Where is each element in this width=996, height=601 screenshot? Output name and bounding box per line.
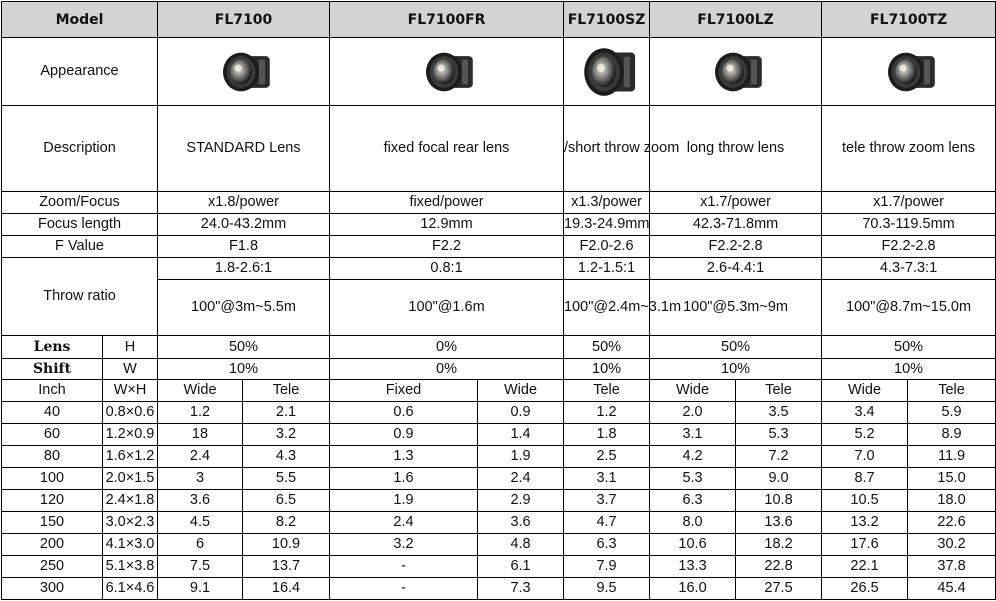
zoom-focus-fl: x1.8/power [158, 192, 330, 214]
cell-inch: 40 [2, 402, 103, 424]
cell-tz-wide: 26.5 [822, 578, 908, 600]
throw-ratio-sz: 1.2-1.5:1 [564, 258, 650, 280]
table-row [2, 236, 996, 258]
cell-inch: 150 [2, 512, 103, 534]
table-row [2, 490, 996, 512]
cell-fr: 0.6 [330, 402, 478, 424]
lens-shift-w-fl: 10% [158, 359, 330, 380]
cell-inch: 100 [2, 468, 103, 490]
cell-tz-tele: 5.9 [908, 402, 996, 424]
lens-short-throw-icon [564, 45, 649, 99]
cell-tz-tele: 30.2 [908, 534, 996, 556]
cell-wxh: 4.1×3.0 [103, 534, 158, 556]
table-row [2, 258, 996, 280]
appearance-sz [564, 38, 650, 106]
cell-sz-wide: 0.9 [478, 402, 564, 424]
cell-wxh: 6.1×4.6 [103, 578, 158, 600]
zoom-focus-fr: fixed/power [330, 192, 564, 214]
focus-length-label: Focus length [2, 214, 158, 236]
cell-lz-tele: 27.5 [736, 578, 822, 600]
focus-length-sz: 19.3-24.9mm [564, 214, 650, 236]
cell-tz-wide: 10.5 [822, 490, 908, 512]
cell-fl-wide: 2.4 [158, 446, 243, 468]
cell-lz-tele: 18.2 [736, 534, 822, 556]
zoom-focus-lz: x1.7/power [650, 192, 822, 214]
fl-wide-header: Wide [158, 380, 243, 402]
table-row [2, 2, 996, 38]
cell-lz-wide: 16.0 [650, 578, 736, 600]
tz-wide-header: Wide [822, 380, 908, 402]
throw-ratio-tz: 4.3-7.3:1 [822, 258, 996, 280]
cell-fr: 0.9 [330, 424, 478, 446]
cell-tz-tele: 11.9 [908, 446, 996, 468]
cell-lz-wide: 2.0 [650, 402, 736, 424]
model-header-fr: FL7100FR [330, 2, 564, 38]
focus-length-lz: 42.3-71.8mm [650, 214, 822, 236]
cell-sz-wide: 3.6 [478, 512, 564, 534]
cell-fr: 1.6 [330, 468, 478, 490]
cell-fl-tele: 8.2 [243, 512, 330, 534]
table-row [2, 468, 996, 490]
throw-ratio-fr: 0.8:1 [330, 258, 564, 280]
cell-wxh: 2.0×1.5 [103, 468, 158, 490]
table-row [2, 214, 996, 236]
model-header-lz: FL7100LZ [650, 2, 822, 38]
throw-distance-lz: 100"@5.3m~9m [650, 280, 822, 336]
cell-lz-wide: 4.2 [650, 446, 736, 468]
lens-shift-w-label: W [103, 359, 158, 380]
lens-shift-h-label: H [103, 336, 158, 359]
cell-sz-wide: 1.9 [478, 446, 564, 468]
description-tz: tele throw zoom lens [822, 106, 996, 192]
lens-shift-w-lz: 10% [650, 359, 822, 380]
lens-shift-h-tz: 50% [822, 336, 996, 359]
cell-fl-tele: 10.9 [243, 534, 330, 556]
focus-length-tz: 70.3-119.5mm [822, 214, 996, 236]
throw-ratio-label: Throw ratio [2, 258, 158, 336]
cell-fl-wide: 6 [158, 534, 243, 556]
cell-inch: 60 [2, 424, 103, 446]
lz-tele-header: Tele [736, 380, 822, 402]
lens-shift-w-fr: 0% [330, 359, 564, 380]
zoom-focus-tz: x1.7/power [822, 192, 996, 214]
cell-lz-tele: 7.2 [736, 446, 822, 468]
table-row [2, 380, 996, 402]
cell-sz-wide: 6.1 [478, 556, 564, 578]
cell-fl-wide: 3 [158, 468, 243, 490]
f-value-lz: F2.2-2.8 [650, 236, 822, 258]
appearance-tz [822, 38, 996, 106]
cell-tz-wide: 17.6 [822, 534, 908, 556]
cell-tz-tele: 22.6 [908, 512, 996, 534]
cell-wxh: 2.4×1.8 [103, 490, 158, 512]
cell-lz-wide: 8.0 [650, 512, 736, 534]
cell-sz-tele: 6.3 [564, 534, 650, 556]
description-lz: long throw lens [650, 106, 822, 192]
cell-lz-tele: 9.0 [736, 468, 822, 490]
throw-ratio-fl: 1.8-2.6:1 [158, 258, 330, 280]
cell-inch: 120 [2, 490, 103, 512]
description-label: Description [2, 106, 158, 192]
wxh-header: W×H [103, 380, 158, 402]
cell-tz-tele: 18.0 [908, 490, 996, 512]
cell-fl-tele: 5.5 [243, 468, 330, 490]
throw-distance-sz: 100"@2.4m~3.1m [564, 280, 650, 336]
f-value-label: F Value [2, 236, 158, 258]
zoom-focus-sz: x1.3/power [564, 192, 650, 214]
cell-fl-tele: 3.2 [243, 424, 330, 446]
lz-wide-header: Wide [650, 380, 736, 402]
inch-header: Inch [2, 380, 103, 402]
lens-standard-icon [158, 50, 329, 94]
cell-fr: - [330, 556, 478, 578]
lens-shift-h-sz: 50% [564, 336, 650, 359]
focus-length-fr: 12.9mm [330, 214, 564, 236]
table-row [2, 402, 996, 424]
table-row [2, 512, 996, 534]
cell-sz-wide: 2.4 [478, 468, 564, 490]
fr-fixed-header: Fixed [330, 380, 478, 402]
cell-tz-wide: 7.0 [822, 446, 908, 468]
lens-shift-h-fl: 50% [158, 336, 330, 359]
cell-lz-tele: 5.3 [736, 424, 822, 446]
cell-inch: 300 [2, 578, 103, 600]
cell-tz-wide: 13.2 [822, 512, 908, 534]
table-row [2, 534, 996, 556]
cell-fr: 1.9 [330, 490, 478, 512]
cell-fl-wide: 3.6 [158, 490, 243, 512]
throw-distance-tz: 100"@8.7m~15.0m [822, 280, 996, 336]
throw-ratio-lz: 2.6-4.4:1 [650, 258, 822, 280]
cell-fl-tele: 16.4 [243, 578, 330, 600]
cell-fr: 3.2 [330, 534, 478, 556]
cell-sz-tele: 7.9 [564, 556, 650, 578]
f-value-sz: F2.0-2.6 [564, 236, 650, 258]
cell-tz-wide: 3.4 [822, 402, 908, 424]
lens-long-throw-icon [650, 50, 821, 94]
cell-inch: 80 [2, 446, 103, 468]
cell-tz-tele: 8.9 [908, 424, 996, 446]
lens-spec-table [1, 1, 996, 600]
cell-fl-wide: 7.5 [158, 556, 243, 578]
table-row [2, 336, 996, 359]
table-row [2, 359, 996, 380]
appearance-label: Appearance [2, 38, 158, 106]
sz-tele-header: Tele [564, 380, 650, 402]
throw-distance-fl: 100"@3m~5.5m [158, 280, 330, 336]
cell-sz-tele: 1.2 [564, 402, 650, 424]
cell-fr: 2.4 [330, 512, 478, 534]
cell-sz-wide: 7.3 [478, 578, 564, 600]
description-sz: /short throw zoom [564, 106, 650, 192]
cell-tz-wide: 22.1 [822, 556, 908, 578]
cell-lz-wide: 10.6 [650, 534, 736, 556]
cell-lz-tele: 22.8 [736, 556, 822, 578]
tz-tele-header: Tele [908, 380, 996, 402]
cell-fl-wide: 4.5 [158, 512, 243, 534]
cell-fl-wide: 1.2 [158, 402, 243, 424]
lens-shift-h-fr: 0% [330, 336, 564, 359]
cell-fl-tele: 4.3 [243, 446, 330, 468]
cell-wxh: 5.1×3.8 [103, 556, 158, 578]
lens-shift-label-bottom: Shift [2, 359, 103, 380]
throw-distance-fr: 100"@1.6m [330, 280, 564, 336]
cell-fl-tele: 2.1 [243, 402, 330, 424]
cell-lz-tele: 10.8 [736, 490, 822, 512]
table-row [2, 424, 996, 446]
sz-wide-header: Wide [478, 380, 564, 402]
cell-fr: 1.3 [330, 446, 478, 468]
model-header-tz: FL7100TZ [822, 2, 996, 38]
cell-wxh: 3.0×2.3 [103, 512, 158, 534]
lens-tele-throw-icon [822, 50, 995, 94]
cell-fr: - [330, 578, 478, 600]
cell-tz-wide: 5.2 [822, 424, 908, 446]
cell-lz-wide: 13.3 [650, 556, 736, 578]
lens-shift-w-sz: 10% [564, 359, 650, 380]
cell-lz-tele: 13.6 [736, 512, 822, 534]
f-value-fr: F2.2 [330, 236, 564, 258]
cell-sz-tele: 9.5 [564, 578, 650, 600]
cell-lz-tele: 3.5 [736, 402, 822, 424]
model-header-fl: FL7100 [158, 2, 330, 38]
table-row [2, 578, 996, 600]
fl-tele-header: Tele [243, 380, 330, 402]
cell-sz-wide: 1.4 [478, 424, 564, 446]
appearance-fr [330, 38, 564, 106]
cell-sz-tele: 2.5 [564, 446, 650, 468]
description-fr: fixed focal rear lens [330, 106, 564, 192]
zoom-focus-label: Zoom/Focus [2, 192, 158, 214]
cell-fl-wide: 18 [158, 424, 243, 446]
cell-fl-tele: 6.5 [243, 490, 330, 512]
cell-sz-wide: 4.8 [478, 534, 564, 556]
appearance-lz [650, 38, 822, 106]
model-header-sz: FL7100SZ [564, 2, 650, 38]
cell-tz-wide: 8.7 [822, 468, 908, 490]
table-row [2, 38, 996, 106]
cell-sz-tele: 4.7 [564, 512, 650, 534]
table-row [2, 446, 996, 468]
cell-sz-wide: 2.9 [478, 490, 564, 512]
table-row [2, 556, 996, 578]
cell-sz-tele: 3.7 [564, 490, 650, 512]
lens-shift-w-tz: 10% [822, 359, 996, 380]
lens-shift-h-lz: 50% [650, 336, 822, 359]
cell-lz-wide: 6.3 [650, 490, 736, 512]
cell-wxh: 1.2×0.9 [103, 424, 158, 446]
cell-wxh: 0.8×0.6 [103, 402, 158, 424]
cell-lz-wide: 5.3 [650, 468, 736, 490]
cell-sz-tele: 3.1 [564, 468, 650, 490]
cell-fl-wide: 9.1 [158, 578, 243, 600]
model-header-label: Model [2, 2, 158, 38]
cell-tz-tele: 15.0 [908, 468, 996, 490]
f-value-fl: F1.8 [158, 236, 330, 258]
cell-tz-tele: 37.8 [908, 556, 996, 578]
table-row [2, 192, 996, 214]
description-fl: STANDARD Lens [158, 106, 330, 192]
lens-fixed-rear-icon [330, 50, 563, 94]
f-value-tz: F2.2-2.8 [822, 236, 996, 258]
appearance-fl [158, 38, 330, 106]
table-row [2, 106, 996, 192]
cell-wxh: 1.6×1.2 [103, 446, 158, 468]
cell-tz-tele: 45.4 [908, 578, 996, 600]
cell-inch: 250 [2, 556, 103, 578]
lens-shift-label-top: Lens [2, 336, 103, 359]
focus-length-fl: 24.0-43.2mm [158, 214, 330, 236]
cell-inch: 200 [2, 534, 103, 556]
cell-lz-wide: 3.1 [650, 424, 736, 446]
cell-fl-tele: 13.7 [243, 556, 330, 578]
cell-sz-tele: 1.8 [564, 424, 650, 446]
